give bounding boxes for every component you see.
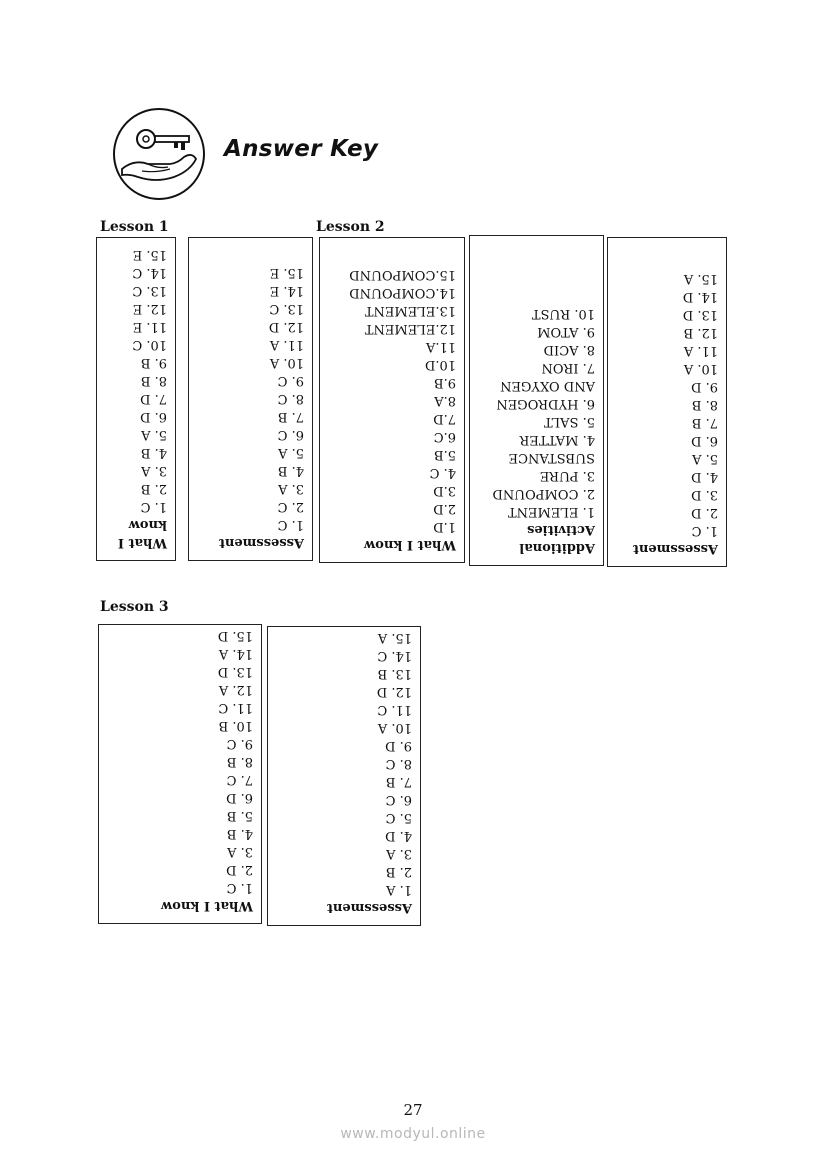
answer-item: 9. D xyxy=(385,738,412,753)
answer-box xyxy=(188,237,313,561)
answer-item: 13. C xyxy=(132,283,167,298)
answer-item: 10. A xyxy=(377,720,412,735)
answer-item: 9.B xyxy=(434,375,456,390)
answer-item: 9. C xyxy=(277,373,304,388)
answer-item: 11. C xyxy=(377,702,412,717)
answer-item: 3. PURE xyxy=(539,468,595,483)
answer-item: 3. A xyxy=(386,846,412,861)
answer-item: 7. B xyxy=(691,415,718,430)
answer-item: 7. C xyxy=(226,772,253,787)
answer-item: 11. A xyxy=(683,343,718,358)
answer-box xyxy=(319,237,465,563)
answer-item: 5. A xyxy=(278,445,304,460)
answer-item: 14. C xyxy=(132,265,167,280)
answer-item: 2. D xyxy=(226,862,253,877)
answer-item: 7.D xyxy=(433,411,456,426)
answer-item: 9. B xyxy=(140,355,167,370)
answer-item: 11. C xyxy=(218,700,253,715)
answer-item: 9. C xyxy=(226,736,253,751)
box-header: Assessment xyxy=(632,541,718,556)
answer-item: 5. A xyxy=(692,451,718,466)
answer-item: 8. C xyxy=(385,756,412,771)
answer-item: 10. C xyxy=(132,337,167,352)
answer-item: 1. A xyxy=(386,882,412,897)
answer-item: 5.B xyxy=(434,447,456,462)
answer-item: 4. B xyxy=(226,826,253,841)
answer-item: 13.ELEMENT xyxy=(364,303,456,318)
answer-item: 1.D xyxy=(433,519,456,534)
answer-item: 6. C xyxy=(277,427,304,442)
answer-item: SUBSTANCE xyxy=(508,450,595,465)
answer-item: 10. B xyxy=(218,718,253,733)
answer-box xyxy=(607,237,727,567)
answer-item: 13. B xyxy=(377,666,412,681)
answer-item: 1. C xyxy=(140,499,167,514)
answer-item: 15. E xyxy=(269,265,304,280)
answer-item: 4. MATTER xyxy=(519,432,595,447)
answer-item: 12. B xyxy=(683,325,718,340)
answer-item: 8. C xyxy=(277,391,304,406)
answer-item: 4. C xyxy=(429,465,456,480)
lesson-1-label: Lesson 1 xyxy=(100,219,169,235)
answer-item: 14. C xyxy=(377,648,412,663)
answer-item: 11. E xyxy=(132,319,167,334)
answer-item: 14. E xyxy=(269,283,304,298)
answer-item: 5. B xyxy=(226,808,253,823)
answer-item: 10. RUST xyxy=(531,306,595,321)
answer-item: 3. A xyxy=(227,844,253,859)
answer-item: 14. D xyxy=(682,289,718,304)
answer-item: 2. B xyxy=(140,481,167,496)
answer-box xyxy=(96,237,176,561)
answer-item: 2. D xyxy=(691,505,718,520)
answer-item: 6. D xyxy=(226,790,253,805)
lesson-2-label: Lesson 2 xyxy=(316,219,385,235)
answer-item: 1. C xyxy=(691,523,718,538)
box-header: What I xyxy=(117,535,167,550)
answer-item: 13. D xyxy=(217,664,253,679)
answer-item: 8. B xyxy=(140,373,167,388)
answer-item: 5. C xyxy=(385,810,412,825)
box-header: What I know xyxy=(364,537,456,552)
answer-item: 12. D xyxy=(376,684,412,699)
answer-item: 4. D xyxy=(385,828,412,843)
answer-item: 7. B xyxy=(385,774,412,789)
page-number: 27 xyxy=(403,1101,423,1119)
answer-item: 11.A xyxy=(425,339,456,354)
answer-item: 14.COMPOUND xyxy=(349,285,456,300)
answer-item: 13. C xyxy=(269,301,304,316)
answer-item: 6. HYDROGEN xyxy=(496,396,595,411)
answer-item: 15. A xyxy=(377,630,412,645)
answer-item: 5. SALT xyxy=(543,414,595,429)
box-header: What I know xyxy=(161,898,253,913)
answer-item: 2. COMPOUND xyxy=(492,486,595,501)
answer-item: AND OXYGEN xyxy=(500,378,595,393)
answer-item: 14. A xyxy=(218,646,253,661)
answer-item: 4. B xyxy=(140,445,167,460)
answer-item: 8.A xyxy=(434,393,456,408)
box-header: Activities xyxy=(527,522,595,537)
answer-item: 3. A xyxy=(141,463,167,478)
answer-item: 4. B xyxy=(277,463,304,478)
answer-item: 6.C xyxy=(433,429,456,444)
lesson-3-label: Lesson 3 xyxy=(100,599,169,615)
answer-item: 8. B xyxy=(691,397,718,412)
answer-item: 12. E xyxy=(132,301,167,316)
answer-item: 9. ATOM xyxy=(537,324,595,339)
answer-item: 8. B xyxy=(226,754,253,769)
answer-item: 15.COMPOUND xyxy=(349,267,456,282)
answer-item: 11. A xyxy=(269,337,304,352)
answer-item: 12. D xyxy=(268,319,304,334)
answer-item: 15. A xyxy=(683,271,718,286)
answer-item: 10.D xyxy=(424,357,456,372)
box-header: Assessment xyxy=(326,900,412,915)
answer-item: 15. D xyxy=(217,628,253,643)
answer-item: 3. D xyxy=(691,487,718,502)
answer-item: 12.ELEMENT xyxy=(364,321,456,336)
answer-item: 6. D xyxy=(691,433,718,448)
box-header: Additional xyxy=(519,540,595,555)
answer-item: 15. E xyxy=(132,247,167,262)
box-header: Assessment xyxy=(218,535,304,550)
watermark: www.modyul.online xyxy=(340,1126,486,1142)
box-header: know xyxy=(128,517,167,532)
answer-item: 4. D xyxy=(691,469,718,484)
answer-item: 7. IRON xyxy=(541,360,595,375)
answer-item: 1. ELEMENT xyxy=(508,504,595,519)
answer-box xyxy=(267,626,421,926)
answer-box xyxy=(98,624,262,924)
answer-item: 5. A xyxy=(141,427,167,442)
answer-item: 6. D xyxy=(140,409,167,424)
key-in-hand-icon xyxy=(112,107,206,201)
answer-item: 7. B xyxy=(277,409,304,424)
answer-item: 10. A xyxy=(683,361,718,376)
answer-item: 3. A xyxy=(278,481,304,496)
answer-item: 12. A xyxy=(218,682,253,697)
answer-item: 10. A xyxy=(269,355,304,370)
answer-item: 2.D xyxy=(433,501,456,516)
answer-item: 7. D xyxy=(140,391,167,406)
answer-item: 6. C xyxy=(385,792,412,807)
page-title: Answer Key xyxy=(224,136,379,162)
answer-item: 2. C xyxy=(277,499,304,514)
answer-item: 1. C xyxy=(226,880,253,895)
answer-item: 13. D xyxy=(682,307,718,322)
answer-item: 2. B xyxy=(385,864,412,879)
answer-item: 9. D xyxy=(691,379,718,394)
answer-item: 8. ACID xyxy=(543,342,595,357)
answer-item: 3.D xyxy=(433,483,456,498)
answer-item: 1. C xyxy=(277,517,304,532)
answer-box xyxy=(469,235,604,566)
